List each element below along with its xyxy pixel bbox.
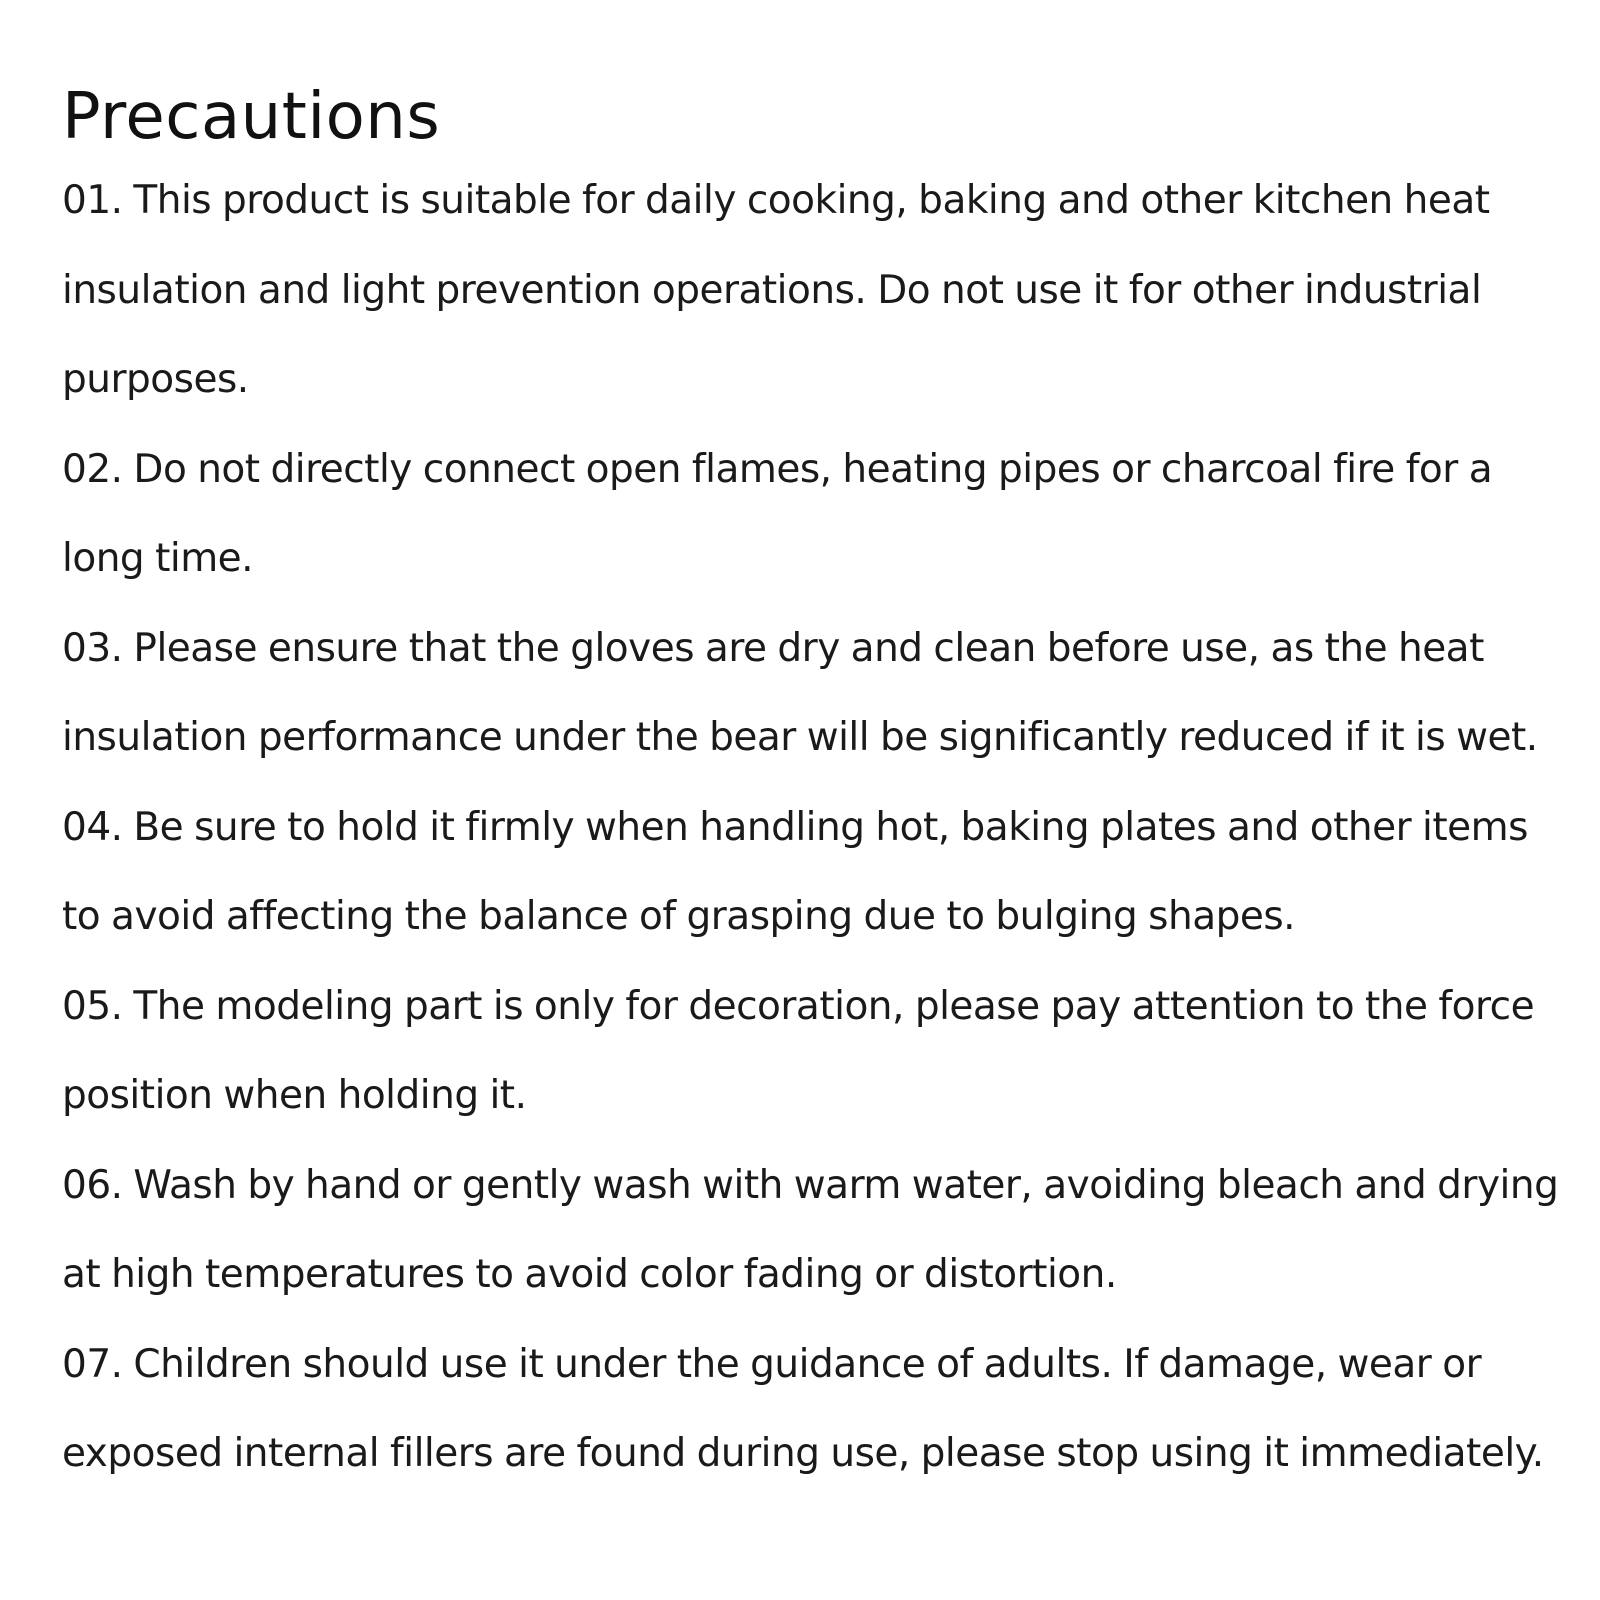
precaution-item-05: 05. The modeling part is only for decoration, please pay attention to the force position when holding it. (62, 983, 1535, 1118)
precaution-item-03: 03. Please ensure that the gloves are dry and clean before use, as the heat insulation performance under the bear will be significantly reduced if it is wet. (62, 625, 1538, 760)
precautions-list (62, 156, 1562, 1499)
precaution-item-06: 06. Wash by hand or gently wash with warm water, avoiding bleach and drying at high temperatures to avoid color fading or distortion. (62, 1162, 1559, 1297)
precaution-item-02: 02. Do not directly connect open flames, heating pipes or charcoal fire for a long time. (62, 446, 1493, 581)
precaution-item-04: 04. Be sure to hold it firmly when handling hot, baking plates and other items to avoid affecting the balance of grasping due to bulging shapes. (62, 804, 1528, 939)
precautions-section (62, 78, 1562, 1499)
page-title: Precautions (62, 80, 441, 154)
precaution-item-01: 01. This product is suitable for daily cooking, baking and other kitchen heat insulation and light prevention operations. Do not use it for other industrial purposes. (62, 178, 1490, 402)
precaution-item-07: 07. Children should use it under the guidance of adults. If damage, wear or exposed internal fillers are found during use, please stop using it immediately. (62, 1341, 1544, 1476)
